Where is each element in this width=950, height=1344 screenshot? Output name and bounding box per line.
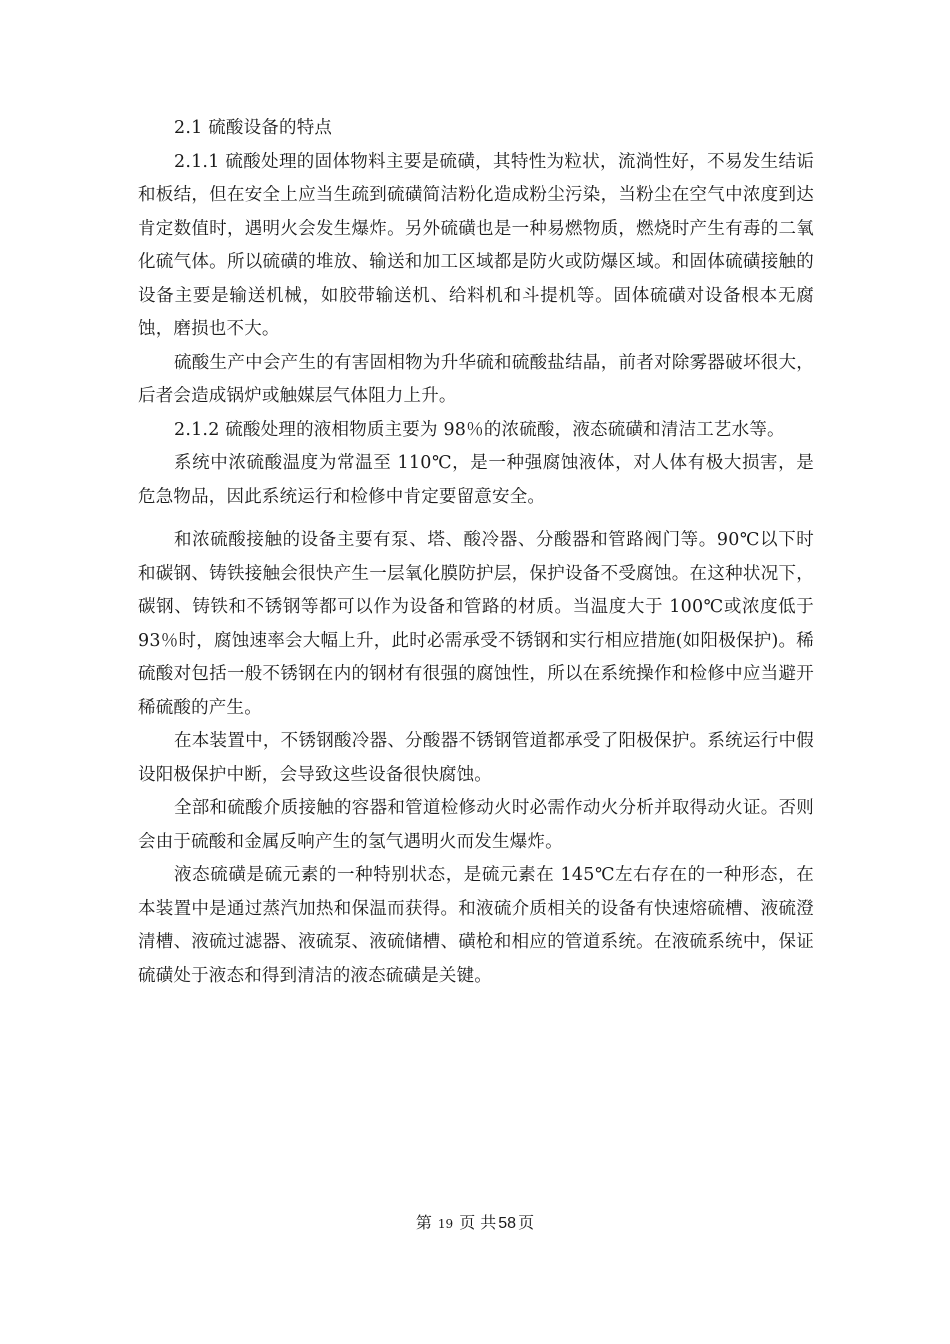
paragraph: 硫酸生产中会产生的有害固相物为升华硫和硫酸盐结晶，前者对除雾器破坏很大，后者会造成锅炉或触媒层气体阻力上升。 bbox=[138, 352, 814, 406]
footer-mid: 页 共 bbox=[459, 1213, 497, 1232]
paragraph: 2.1.2 硫酸处理的液相物质主要为 98％的浓硫酸，液态硫磺和清洁工艺水等。 bbox=[174, 419, 785, 440]
footer-suffix: 页 bbox=[518, 1213, 535, 1232]
document-body bbox=[138, 112, 814, 993]
paragraph: 系统中浓硫酸温度为常温至 110℃，是一种强腐蚀液体，对人体有极大损害，是危急物品，因此系统运行和检修中肯定要留意安全。 bbox=[138, 453, 814, 507]
paragraph: 在本装置中，不锈钢酸冷器、分酸器不锈钢管道都承受了阳极保护。系统运行中假设阳极保护中断，会导致这些设备很快腐蚀。 bbox=[138, 731, 814, 785]
paragraph: 液态硫磺是硫元素的一种特别状态，是硫元素在 145℃左右存在的一种形态，在本装置中是通过蒸汽加热和保温而获得。和液硫介质相关的设备有快速熔硫槽、液硫澄清槽、液硫过滤器、液硫泵、液硫储槽、磺枪和相应的管道系统。在液硫系统中，保证硫磺处于液态和得到清洁的液态硫磺是关键。 bbox=[138, 865, 814, 986]
footer-prefix: 第 bbox=[415, 1213, 432, 1232]
paragraph: 和浓硫酸接触的设备主要有泵、塔、酸冷器、分酸器和管路阀门等。90℃以下时和碳钢、铸铁接触会很快产生一层氧化膜防护层，保护设备不受腐蚀。在这种状况下，碳钢、铸铁和不锈钢等都可以作为设备和管路的材质。当温度大于 100℃或浓度低于 93％时，腐蚀速率会大幅上升，此时必需承受不锈钢和实行相应措施(如阳极保护)。稀硫酸对包括一般不锈钢在内的钢材有很强的腐蚀性，所以在系统操作和检修中应当避开稀硫酸的产生。 bbox=[138, 530, 814, 718]
total-pages-number: 58 bbox=[498, 1215, 517, 1232]
current-page-number: 19 bbox=[437, 1217, 454, 1231]
paragraph: 2.1.1 硫酸处理的固体物料主要是硫磺，其特性为粒状，流淌性好，不易发生结诟和板结，但在安全上应当生疏到硫磺简洁粉化造成粉尘污染，当粉尘在空气中浓度到达肯定数值时，遇明火会发生爆炸。另外硫磺也是一种易燃物质，燃烧时产生有毒的二氧化硫气体。所以硫磺的堆放、输送和加工区域都是防火或防爆区域。和固体硫磺接触的设备主要是输送机械，如胶带输送机、给料机和斗提机等。固体硫磺对设备根本无腐蚀，磨损也不大。 bbox=[138, 151, 814, 339]
paragraph: 全部和硫酸介质接触的容器和管道检修动火时必需作动火分析并取得动火证。否则会由于硫酸和金属反响产生的氢气遇明火而发生爆炸。 bbox=[138, 798, 814, 852]
page-footer bbox=[0, 1210, 950, 1233]
section-heading: 2.1 硫酸设备的特点 bbox=[174, 118, 333, 138]
